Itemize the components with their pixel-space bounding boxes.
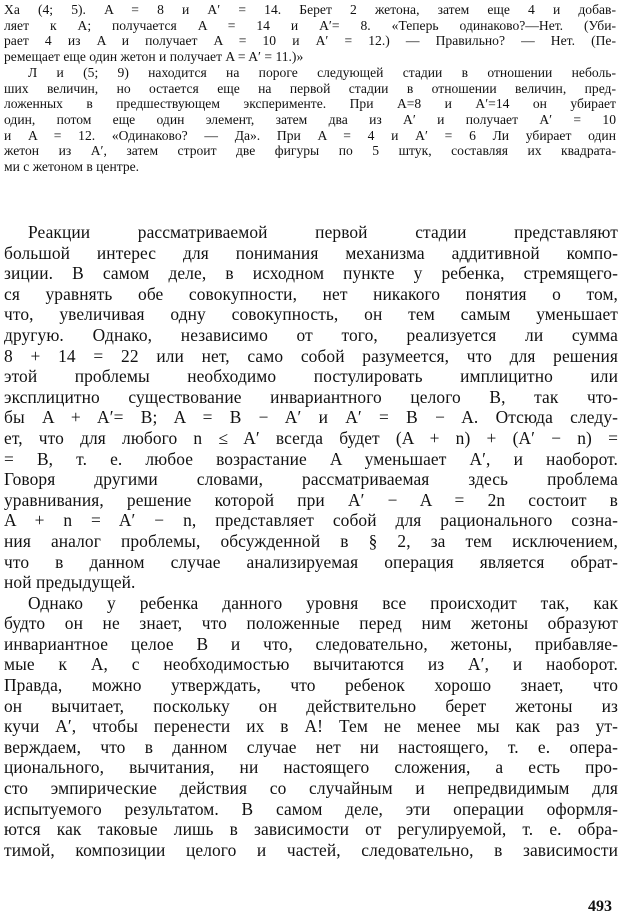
text-line: Реакции рассматриваемой первой стадии представляют bbox=[28, 222, 618, 242]
text-line: ми с жетоном в центре. bbox=[4, 159, 140, 175]
text-line: один, потом еще один элемент, затем два из A′ и получает A′ = 10 bbox=[4, 111, 616, 127]
protocol-paragraph bbox=[4, 65, 616, 175]
text-line: Правда, можно утверждать, что ребенок хорошо знает, что bbox=[4, 675, 618, 696]
text-line: ет, что для любого n ≤ A′ всегда будет (A + n) + (A′ − n) = bbox=[4, 427, 618, 448]
text-line: и A = 12. «Одинаково? — Да». При A = 4 и A′ = 6 Ли убирает один bbox=[4, 127, 616, 143]
text-line: = B, т. е. любое возрастание A уменьшает A′, и наоборот. bbox=[4, 448, 618, 469]
text-line: тимой, композиции целого и частей, следовательно, в зависимости bbox=[4, 839, 618, 860]
text-line: верждаем, что в данном случае нет ни настоящего, т. е. опера- bbox=[4, 736, 618, 757]
text-line: мые к A, с необходимостью вычитаются из A′, и наоборот. bbox=[4, 654, 618, 675]
body-paragraph bbox=[4, 222, 618, 593]
text-line: ремещает еще один жетон и получает A = A′ = 11.)» bbox=[4, 49, 304, 65]
body-paragraph bbox=[4, 593, 618, 861]
text-line: инвариантное целое B и что, следовательно, жетоны, прибавляе- bbox=[4, 633, 618, 654]
text-line: ционального, вычитания, ни настоящего сложения, а есть про- bbox=[4, 757, 618, 778]
text-line: эксплицитно существование инвариантного целого B, так что- bbox=[4, 386, 618, 407]
text-line: A + n = A′ − n, представляет собой для рационального созна- bbox=[4, 510, 618, 531]
text-line: этой проблемы необходимо постулировать имплицитно или bbox=[4, 366, 618, 387]
text-line: ложенных в предшествующем эксперименте. При A=8 и A′=14 он убирает bbox=[4, 96, 616, 112]
text-line: 8 + 14 = 22 или нет, само собой разумеется, что для решения bbox=[4, 345, 618, 366]
page-number: 493 bbox=[588, 898, 612, 915]
experiment-protocols bbox=[4, 2, 616, 175]
text-line: ния аналог проблемы, обсужденной в § 2, за тем исключением, bbox=[4, 530, 618, 551]
text-line: другую. Однако, независимо от того, реализуется ли сумма bbox=[4, 324, 618, 345]
text-line: бы A + A′= B; A = B − A′ и A′ = B − A. Отсюда следу- bbox=[4, 407, 618, 428]
text-line: большой интерес для понимания механизма аддитивной компо- bbox=[4, 242, 618, 263]
text-line: Л и (5; 9) находится на пороге следующей стадии в отношении неболь- bbox=[28, 64, 616, 80]
text-line: Однако у ребенка данного уровня все происходит так, как bbox=[28, 592, 618, 613]
text-line: сто эмпирические действия со случайным и непредвидимым для bbox=[4, 778, 618, 799]
text-line: уравнивания, решение которой при A′ − A = 2n состоит в bbox=[4, 489, 618, 510]
text-line: жетон из A′, затем строит две фигуры по 5 штук, составляя их квадрата- bbox=[4, 143, 616, 159]
text-line: что, увеличивая одну совокупность, он тем самым уменьшает bbox=[4, 304, 618, 325]
text-line: рает 4 из A и получает A = 10 и A′ = 12.) — Правильно? — Нет. (Пе- bbox=[4, 33, 616, 49]
text-line: зиции. В самом деле, в исходном пункте у ребенка, стремящего- bbox=[4, 263, 618, 284]
text-line: Говоря другими словами, рассматриваемая здесь проблема bbox=[4, 469, 618, 490]
text-line: что в данном случае анализируемая операция является обрат- bbox=[4, 551, 618, 572]
text-line: будто он не знает, что положенные перед ним жетоны образуют bbox=[4, 613, 618, 634]
text-line: он вычитает, поскольку он действительно берет жетоны из bbox=[4, 695, 618, 716]
text-line: испытуемого результатом. В самом деле, эти операции оформля- bbox=[4, 798, 618, 819]
text-line: ются как таковые лишь в зависимости от регулируемой, т. е. обра- bbox=[4, 819, 618, 840]
text-line: ся уравнять обе совокупности, нет никакого понятия о том, bbox=[4, 283, 618, 304]
text-line: ших величин, но остается еще на первой стадии в отношении величин, пред- bbox=[4, 80, 616, 96]
text-line: ляет к A; получается A = 14 и A′= 8. «Теперь одинаково?—Нет. (Уби- bbox=[4, 17, 616, 33]
main-text bbox=[4, 222, 618, 860]
text-line: ной предыдущей. bbox=[4, 572, 136, 593]
text-line: кучи A′, чтобы перенести их в A! Тем не менее мы как раз ут- bbox=[4, 716, 618, 737]
protocol-paragraph bbox=[4, 2, 616, 65]
text-line: Ха (4; 5). A = 8 и A′ = 14. Берет 2 жетона, затем еще 4 и добав- bbox=[4, 2, 616, 17]
